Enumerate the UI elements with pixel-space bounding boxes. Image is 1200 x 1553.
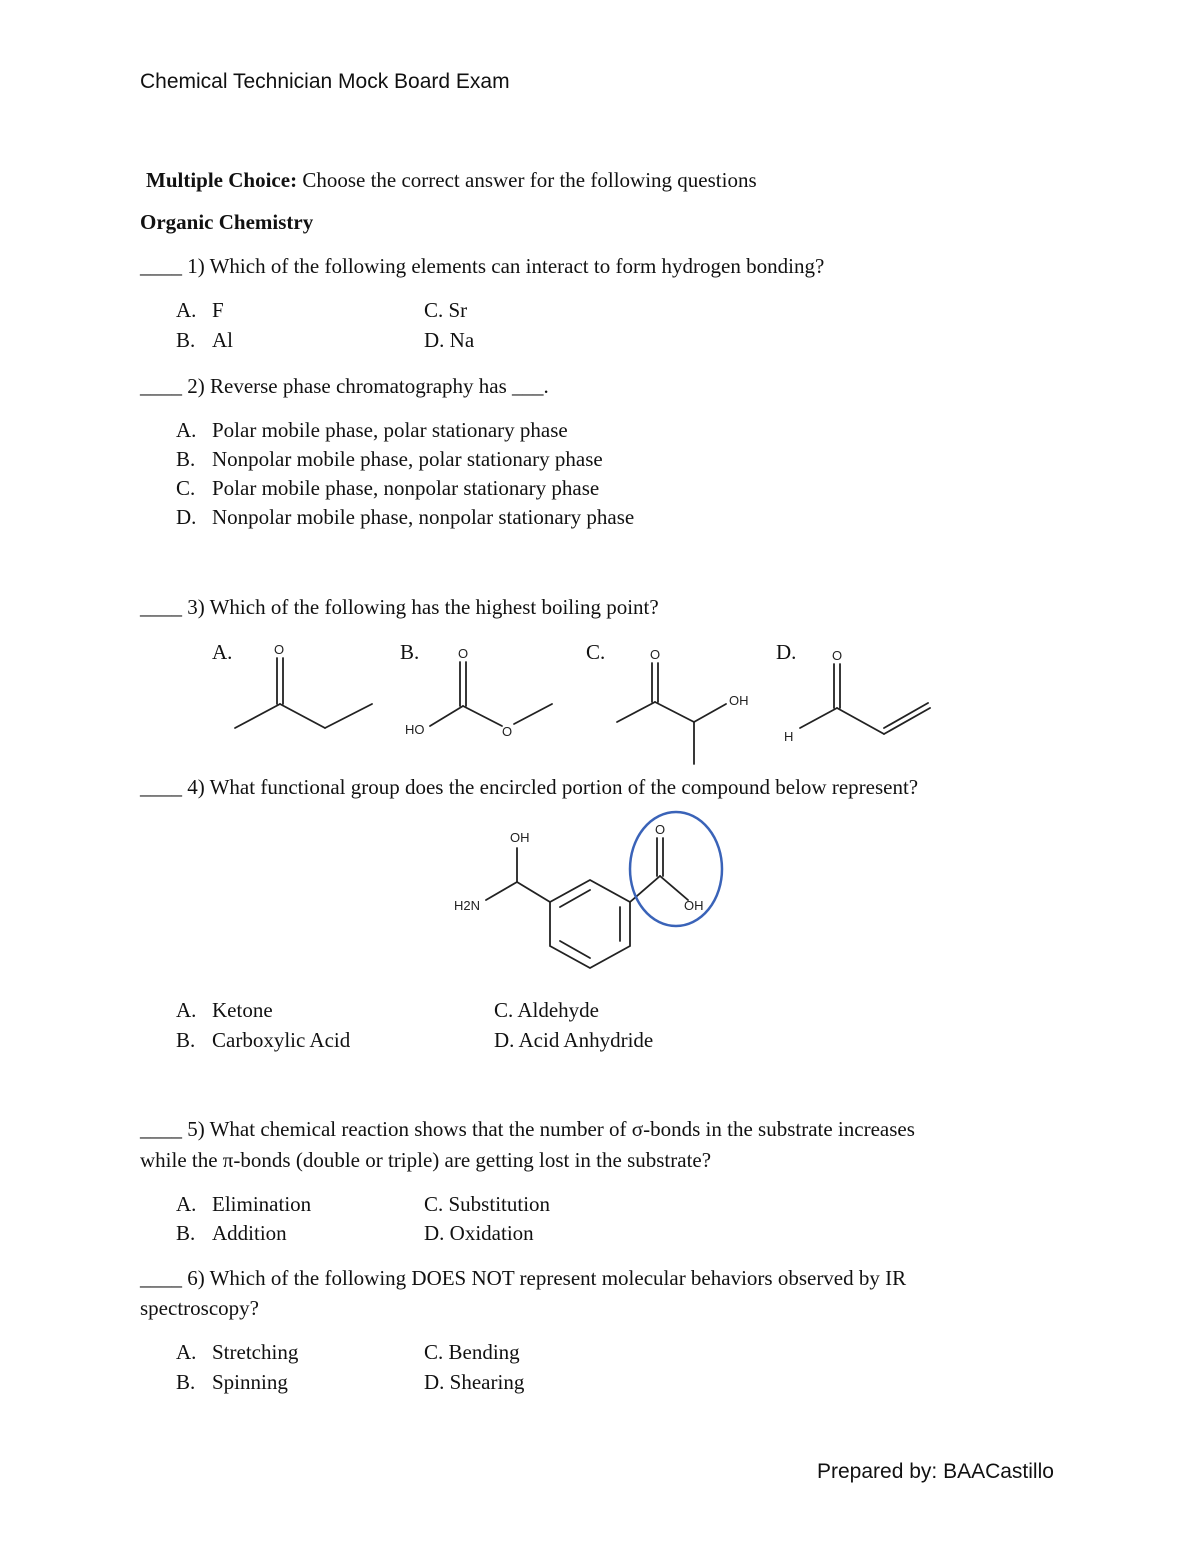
q6-option-c[interactable]: C. Bending (424, 1340, 520, 1364)
question-6-line1: ____ 6) Which of the following DOES NOT represent molecular behaviors observed by IR (140, 1266, 907, 1290)
option-text: Spinning (212, 1370, 288, 1394)
question-4-text: ____ 4) What functional group does the encircled portion of the compound below represent? (140, 775, 919, 799)
atom-o: O (650, 647, 661, 662)
option-letter: B. (176, 1370, 196, 1394)
compound-structure (454, 812, 722, 968)
atom-oh: OH (510, 830, 530, 845)
option-text: Nonpolar mobile phase, nonpolar stationary phase (212, 505, 635, 529)
q6-option-d[interactable]: D. Shearing (424, 1370, 525, 1394)
page-header-title: Chemical Technician Mock Board Exam (140, 70, 510, 93)
question-5-line1: ____ 5) What chemical reaction shows that the number of σ-bonds in the substrate increases (140, 1117, 915, 1141)
option-letter: C. (176, 476, 196, 500)
instructions-text: Choose the correct answer for the following questions (302, 168, 757, 192)
q6-option-b[interactable] (176, 1370, 288, 1395)
q5-option-c[interactable]: C. Substitution (424, 1192, 551, 1216)
option-text: Al (212, 328, 233, 352)
question-1-text: ____ 1) Which of the following elements can interact to form hydrogen bonding? (140, 254, 825, 278)
q4-option-b[interactable] (176, 1028, 350, 1053)
option-text: Ketone (212, 998, 273, 1022)
atom-o: O (832, 648, 843, 663)
option-text: Addition (212, 1221, 287, 1245)
q5-option-b[interactable] (176, 1221, 287, 1246)
atom-o: O (458, 646, 469, 661)
question-3-text: ____ 3) Which of the following has the highest boiling point? (140, 595, 659, 619)
option-text: Polar mobile phase, polar stationary phase (212, 418, 568, 442)
q5-option-a[interactable] (176, 1192, 311, 1217)
section-title: Organic Chemistry (140, 210, 314, 234)
option-letter: B. (176, 1221, 196, 1245)
q1-option-d[interactable]: D. Na (424, 328, 475, 352)
atom-oh: OH (684, 898, 704, 913)
option-letter: A. (176, 418, 197, 442)
q3-option-a-letter[interactable]: A. (212, 640, 233, 664)
option-letter: A. (176, 1192, 197, 1216)
option-letter: B. (176, 1028, 196, 1052)
option-text: F (212, 298, 224, 322)
option-letter: A. (176, 998, 197, 1022)
option-letter: B. (176, 328, 196, 352)
option-text: Stretching (212, 1340, 299, 1364)
atom-o: O (655, 822, 666, 837)
atom-h: H (784, 729, 794, 744)
encircled-portion-highlight (630, 812, 722, 926)
q4-option-a[interactable] (176, 998, 273, 1023)
atom-o: O (502, 724, 513, 739)
q6-option-a[interactable] (176, 1340, 298, 1365)
atom-ho: HO (405, 722, 425, 737)
q4-option-d[interactable]: D. Acid Anhydride (494, 1028, 654, 1052)
option-letter: D. (176, 505, 197, 529)
option-letter: B. (176, 447, 196, 471)
option-text: Carboxylic Acid (212, 1028, 351, 1052)
question-6-line2: spectroscopy? (140, 1296, 259, 1320)
option-text: Polar mobile phase, nonpolar stationary phase (212, 476, 600, 500)
q3-option-c-letter[interactable]: C. (586, 640, 606, 664)
option-letter: A. (176, 1340, 197, 1364)
option-text: Elimination (212, 1192, 312, 1216)
q3-option-b-letter[interactable]: B. (400, 640, 420, 664)
q5-option-d[interactable]: D. Oxidation (424, 1221, 534, 1245)
q4-option-c[interactable]: C. Aldehyde (494, 998, 599, 1022)
atom-oh: OH (729, 693, 749, 708)
prepared-by: Prepared by: BAACastillo (817, 1460, 1054, 1483)
instructions-label: Multiple Choice: (146, 168, 298, 192)
option-text: Nonpolar mobile phase, polar stationary phase (212, 447, 603, 471)
q1-option-c[interactable]: C. Sr (424, 298, 468, 322)
atom-h2n: H2N (454, 898, 481, 913)
option-letter: A. (176, 298, 197, 322)
atom-o: O (274, 642, 285, 657)
question-2-text: ____ 2) Reverse phase chromatography has ___. (140, 374, 549, 398)
q3-option-d-letter[interactable]: D. (776, 640, 797, 664)
question-5-line2: while the π-bonds (double or triple) are getting lost in the substrate? (140, 1148, 712, 1172)
